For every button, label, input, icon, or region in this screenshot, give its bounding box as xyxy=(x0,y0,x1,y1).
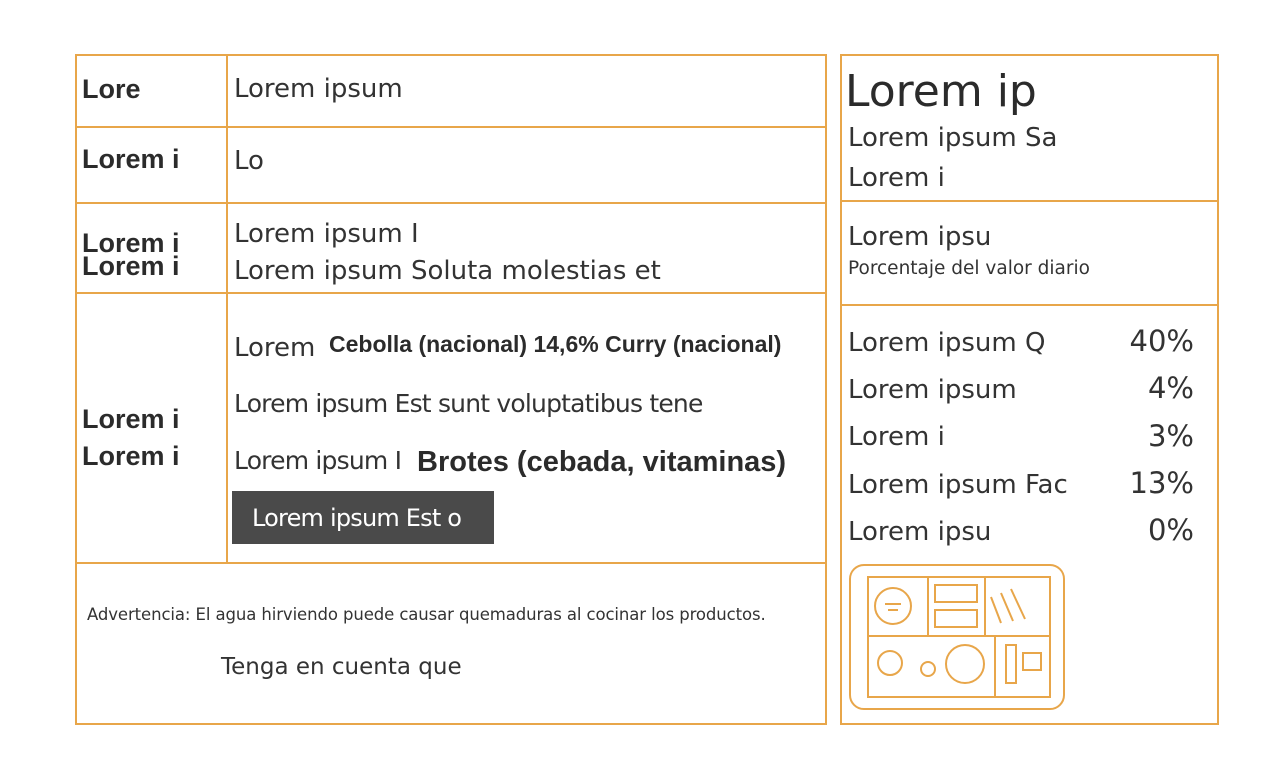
row-divider xyxy=(77,292,825,294)
section-divider xyxy=(842,200,1217,202)
row-value: Lorem ipsum I xyxy=(234,219,419,249)
ingredient-bold: Cebolla (nacional) 14,6% Curry (nacional) xyxy=(329,331,782,357)
row-divider xyxy=(77,202,825,204)
nutrition-subtitle: Lorem ipsum Sa xyxy=(848,123,1058,153)
ingredient-line: Lorem ipsum Est sunt voluptatibus tene xyxy=(234,389,703,418)
row-value: Lorem ipsum Soluta molestias et xyxy=(234,256,661,286)
ingredient-prefix: Lorem ipsum I xyxy=(234,446,402,475)
ingredient-prefix: Lorem xyxy=(234,333,316,363)
note-text: Tenga en cuenta que xyxy=(221,654,462,680)
nutrient-percent: 3% xyxy=(1147,419,1194,453)
nutrient-name: Lorem ipsum Q xyxy=(848,328,1046,358)
row-value: Lo xyxy=(234,146,264,176)
daily-value-caption: Porcentaje del valor diario xyxy=(848,258,1090,279)
row-divider xyxy=(77,126,825,128)
nutrient-name: Lorem ipsum Fac xyxy=(848,470,1068,500)
row-label: Lorem i xyxy=(82,404,180,434)
nutrient-name: Lorem i xyxy=(848,422,945,452)
row-label: Lorem i xyxy=(82,228,180,258)
details-button[interactable]: Lorem ipsum Est o xyxy=(232,491,494,544)
row-label: Lorem i xyxy=(82,251,180,281)
nutrient-percent: 0% xyxy=(1147,513,1194,547)
cooktop-control-panel-icon xyxy=(848,563,1066,713)
daily-value-heading: Lorem ipsu xyxy=(848,222,992,252)
row-value: Lorem ipsum xyxy=(234,74,403,104)
nutrition-subtitle: Lorem i xyxy=(848,163,945,193)
row-label: Lorem i xyxy=(82,441,180,471)
ingredient-bold: Brotes (cebada, vitaminas) xyxy=(417,446,787,478)
row-label: Lorem i xyxy=(82,144,180,174)
nutrient-name: Lorem ipsu xyxy=(848,517,992,547)
section-divider xyxy=(842,304,1217,306)
nutrient-percent: 4% xyxy=(1147,371,1194,405)
nutrition-title: Lorem ip xyxy=(845,66,1037,117)
row-divider xyxy=(77,562,825,564)
row-label: Lore xyxy=(82,74,141,104)
nutrient-percent: 40% xyxy=(1129,324,1194,358)
label-column-divider xyxy=(226,56,228,564)
nutrient-name: Lorem ipsum xyxy=(848,375,1017,405)
warning-text: Advertencia: El agua hirviendo puede causar quemaduras al cocinar los productos. xyxy=(87,605,766,624)
nutrient-percent: 13% xyxy=(1129,466,1194,500)
